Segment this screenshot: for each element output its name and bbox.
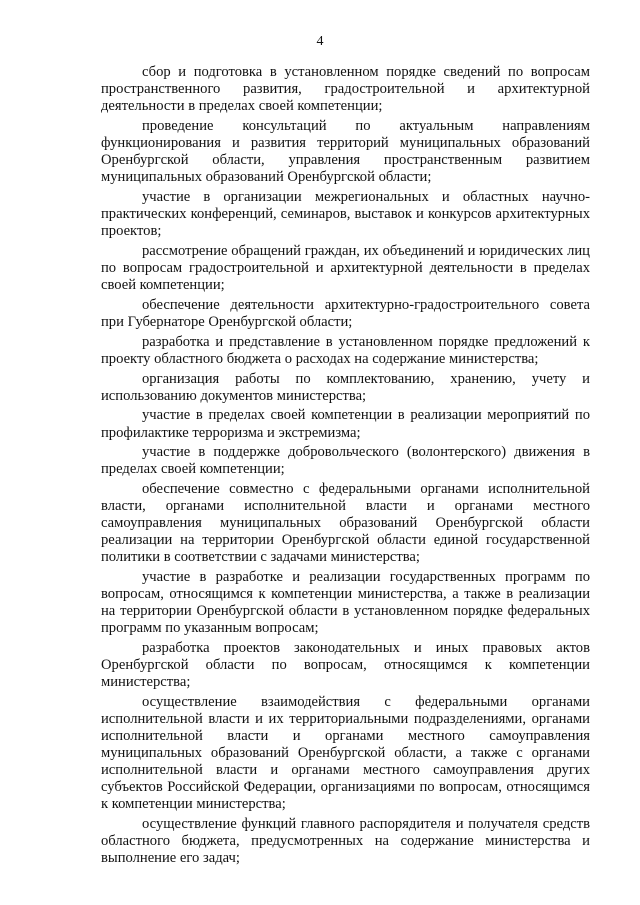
- list-item: рассмотрение обращений граждан, их объединений и юридических лиц по вопросам градостроительной и архитектурной деятельности в пределах своей компетенции;: [101, 242, 590, 293]
- list-item: обеспечение деятельности архитектурно-градостроительного совета при Губернаторе Оренбургской области;: [101, 296, 590, 330]
- list-item: участие в поддержке добровольческого (волонтерского) движения в пределах своей компетенции;: [101, 444, 590, 478]
- list-item: осуществление функций главного распорядителя и получателя средств областного бюджета, предусмотренных на содержание министерства и выполнение его задач;: [101, 816, 590, 867]
- list-item: разработка проектов законодательных и иных правовых актов Оренбургской области по вопросам, относящимся к компетенции министерства;: [101, 640, 590, 691]
- list-item: обеспечение совместно с федеральными органами исполнительной власти, органами исполнительной власти и органами местного самоуправления муниципальных образований Оренбургской области реализации на территории Оренбургской области единой государственной политики в соответствии с задачами министерства;: [101, 481, 590, 566]
- list-item: участие в пределах своей компетенции в реализации мероприятий по профилактике терроризма и экстремизма;: [101, 407, 590, 441]
- list-item: участие в разработке и реализации государственных программ по вопросам, относящимся к компетенции министерства, а также в реализации на территории Оренбургской области в установленном порядке федеральных программ по указанным вопросам;: [101, 569, 590, 637]
- list-item: сбор и подготовка в установленном порядке сведений по вопросам пространственного развития, градостроительной и архитектурной деятельности в пределах своей компетенции;: [101, 64, 590, 115]
- list-item: организация работы по комплектованию, хранению, учету и использованию документов министерства;: [101, 370, 590, 404]
- list-item: осуществление взаимодействия с федеральными органами исполнительной власти и их территориальными подразделениями, органами исполнительной власти и органами местного самоуправления муниципальных образований Оренбургской области, а также с органами исполнительной власти и органами местного самоуправления других субъектов Российской Федерации, организациями по вопросам, относящимся к компетенции министерства;: [101, 694, 590, 813]
- page-number: 4: [316, 34, 324, 49]
- document-body: [101, 64, 590, 870]
- list-item: участие в организации межрегиональных и областных научно-практических конференций, семинаров, выставок и конкурсов архитектурных проектов;: [101, 188, 590, 240]
- list-item: проведение консультаций по актуальным направлениям функционирования и развития территорий муниципальных образований Оренбургской области, управления пространственным развитием муниципальных образований Оренбургской области;: [101, 117, 590, 186]
- list-item: разработка и представление в установленном порядке предложений к проекту областного бюджета о расходах на содержание министерства;: [101, 333, 590, 367]
